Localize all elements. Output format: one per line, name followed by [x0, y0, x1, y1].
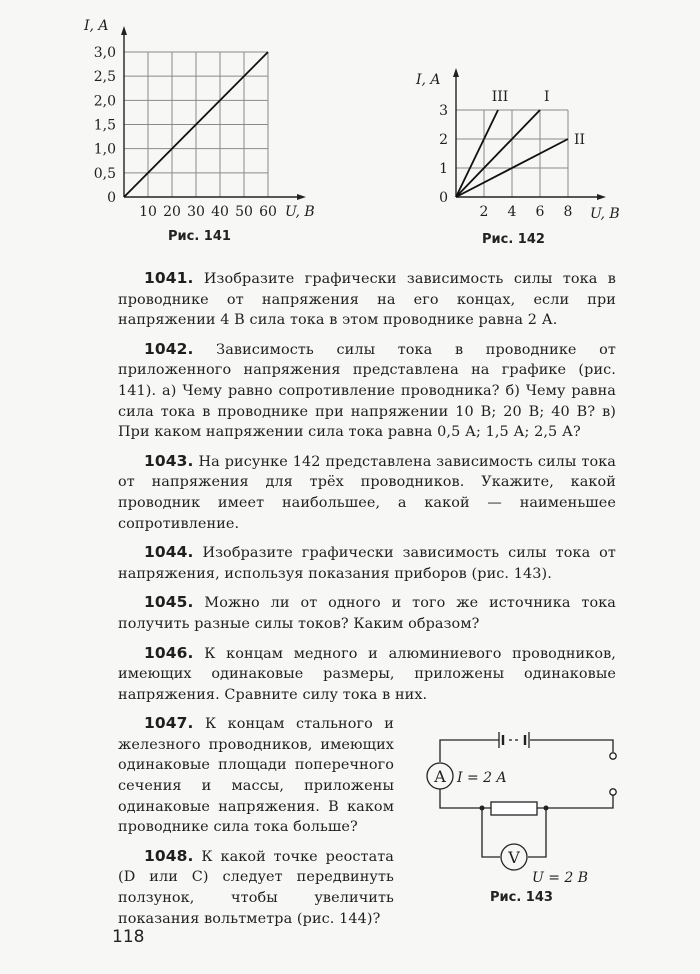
problem-number: 1047.: [144, 714, 194, 733]
fig141-y-arrow-icon: [121, 26, 127, 35]
fig142-x-ticks: [480, 204, 573, 220]
problem-1048: [118, 846, 394, 929]
fig142-chart: [400, 60, 630, 230]
series-label: II: [574, 132, 586, 148]
problem-1044: [118, 542, 616, 584]
fig142-grid: [456, 110, 568, 197]
y-tick-label: 3: [439, 103, 448, 119]
y-tick-label: 2,5: [93, 69, 116, 86]
fig141-y-axis-label: I, A: [84, 18, 109, 34]
ammeter-symbol: A: [434, 767, 446, 786]
y-tick-label: 3,0: [93, 45, 116, 61]
current-label: I = 2 A: [457, 770, 507, 786]
figure-141: [80, 0, 320, 250]
x-tick-label: 20: [163, 204, 181, 220]
problem-text: Изобразите графически зависимость силы тока от напряжения, используя показания приборов (рис. 143).: [118, 545, 616, 582]
problem-1043: [118, 451, 616, 534]
fig143-caption: Рис. 143: [490, 890, 553, 905]
x-tick-label: 2: [479, 204, 489, 220]
fig141-x-axis-label: U, B: [285, 204, 315, 220]
problem-number: 1041.: [144, 269, 194, 287]
wire-bottom-left: [440, 789, 491, 808]
fig141-x-arrow-icon: [297, 194, 306, 200]
x-tick-label: 10: [139, 204, 157, 220]
problem-number: 1044.: [144, 543, 194, 562]
series-label: III: [491, 89, 509, 105]
problem-text: На рисунке 142 представлена зависимость силы тока от напряжения для трёх проводников. Укажите, какой проводник имеет наибольшее, а какой — наименьшее сопротивление.: [118, 453, 616, 532]
series-line-III: [456, 110, 498, 197]
wire-top-right: [530, 740, 613, 752]
wire-bottom-right: [537, 795, 613, 808]
problem-number: 1045.: [144, 593, 194, 612]
x-tick-label: 4: [507, 204, 517, 220]
wire-top-left: [440, 740, 499, 762]
fig141-caption: Рис. 141: [168, 229, 231, 244]
voltmeter-symbol: V: [508, 848, 520, 867]
problem-number: 1048.: [144, 846, 194, 865]
x-tick-label: 50: [235, 204, 253, 220]
y-tick-label: 2: [439, 132, 448, 148]
problem-1041: [118, 268, 616, 331]
fig141-y-ticks: [94, 45, 116, 206]
x-tick-label: 60: [259, 204, 277, 220]
circuit-diagram: [408, 710, 630, 884]
series-line-I: [456, 110, 540, 197]
problem-number: 1046.: [144, 643, 194, 662]
problem-1046: [118, 643, 616, 706]
y-tick-label: 1,0: [93, 141, 116, 158]
fig141-chart: [80, 0, 320, 222]
y-tick-label: 1: [439, 161, 448, 177]
terminal: [610, 753, 616, 759]
fig142-y-ticks: [439, 103, 448, 206]
y-tick-label: 1,5: [93, 117, 116, 134]
junction-dot: [544, 806, 549, 811]
problem-text: Зависимость силы тока в проводнике от приложенного напряжения представлена на графике (рис. 141). а) Чему равно сопротивление проводника? б) Чему равна сила тока в проводнике при напряжении 10 В; 20 В; 40 В? в) При каком напряжении сила тока равна 0,5 А; 1,5 А; 2,5 А?: [118, 341, 616, 441]
problem-number: 1042.: [144, 339, 194, 358]
fig142-y-axis-label: I, A: [416, 72, 441, 88]
problem-text: К концам медного и алюминиевого проводников, имеющих одинаковые размеры, приложены одинаковые напряжения. Сравните силу тока в них.: [118, 645, 616, 703]
problem-1045: [118, 592, 616, 634]
problem-1042: [118, 339, 616, 443]
fig141-x-ticks: [139, 204, 277, 220]
x-tick-label: 8: [563, 204, 573, 220]
junction-dot: [480, 806, 485, 811]
x-tick-label: 6: [535, 204, 545, 220]
problem-1047: [118, 713, 394, 838]
problem-text: К какой точке реостата (D или C) следует передвинуть ползунок, чтобы увеличить показания вольтметра (рис. 144)?: [118, 848, 394, 927]
y-tick-label: 2,0: [93, 93, 116, 110]
problem-number: 1043.: [144, 451, 194, 470]
terminal: [610, 789, 616, 795]
page-number: 118: [112, 927, 145, 947]
fig142-y-arrow-icon: [453, 68, 459, 77]
fig142-x-axis-label: U, B: [590, 206, 620, 222]
problem-text: Изобразите графически зависимость силы тока в проводнике от напряжения на его концах, если при напряжении 4 В сила тока в этом проводнике равна 2 А.: [118, 271, 616, 329]
resistor: [491, 802, 537, 815]
voltage-label: U = 2 B: [532, 870, 589, 886]
y-tick-label: 0: [107, 190, 116, 206]
problem-text: Можно ли от одного и того же источника тока получить разные силы токов? Каким образом?: [118, 595, 616, 632]
problem-text: К концам стального и железного проводников, имеющих одинаковые площади поперечного сечения и массы, приложены одинаковые напряжения. В каком проводнике сила тока больше?: [118, 716, 394, 836]
y-tick-label: 0,5: [93, 165, 116, 182]
fig142-caption: Рис. 142: [482, 232, 545, 247]
figure-142: [400, 60, 630, 250]
y-tick-label: 0: [439, 190, 448, 206]
fig142-x-arrow-icon: [597, 194, 606, 200]
x-tick-label: 30: [187, 204, 205, 220]
series-label: I: [544, 89, 550, 105]
figure-143: [408, 710, 630, 910]
x-tick-label: 40: [211, 204, 229, 220]
